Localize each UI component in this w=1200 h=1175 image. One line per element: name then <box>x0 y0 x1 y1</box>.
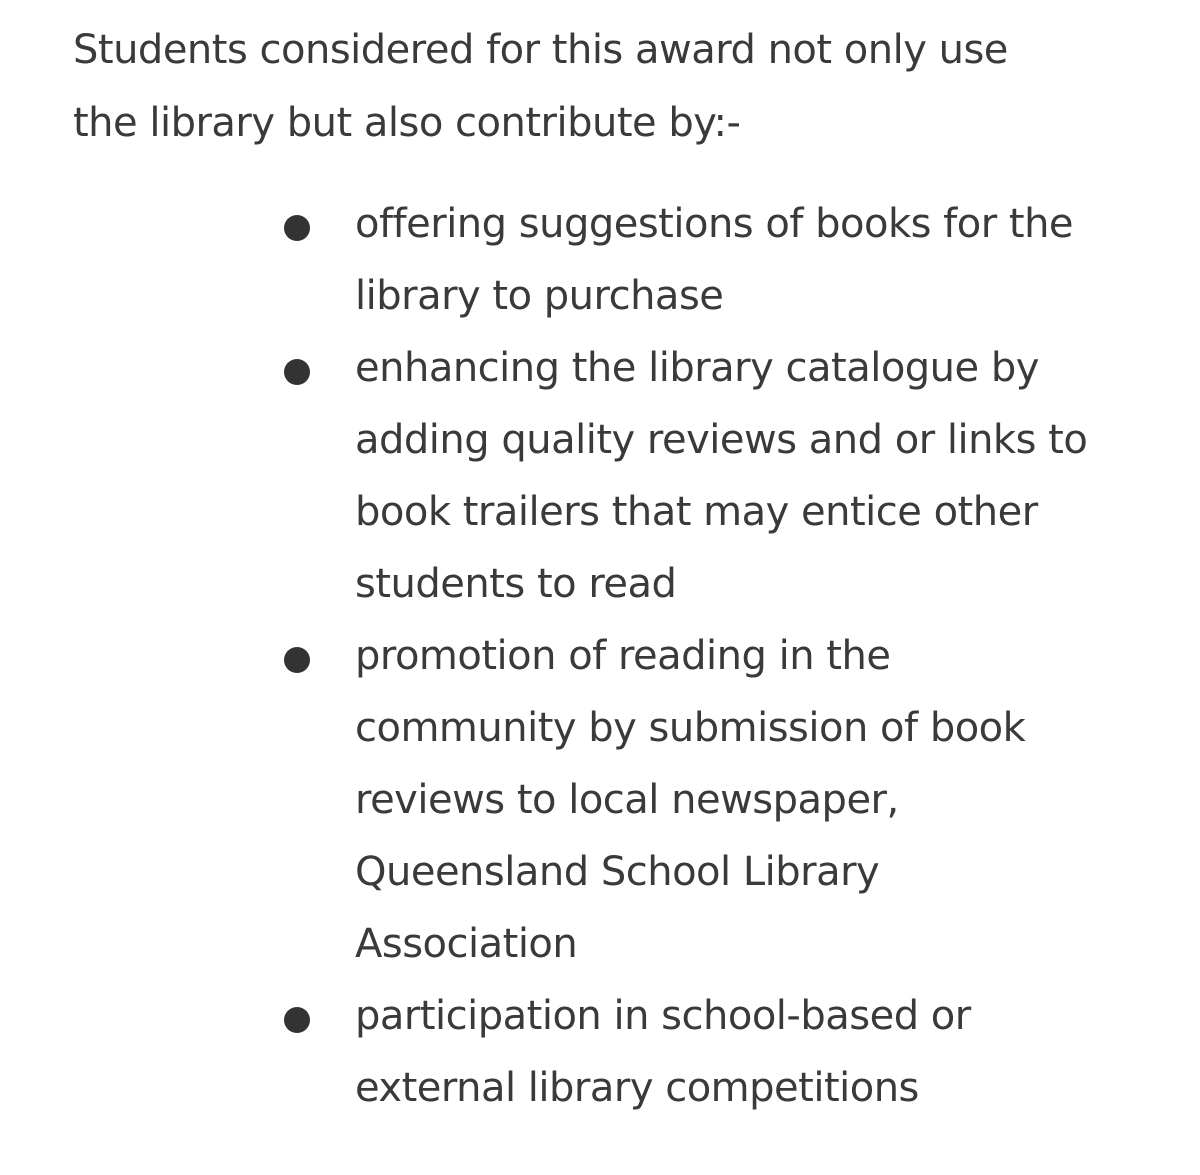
list-item-line: students to read <box>355 561 677 607</box>
list-item-text <box>355 332 1155 620</box>
list-item-line: community by submission of book <box>355 705 1026 751</box>
list-item <box>0 332 1200 620</box>
list-item-line: reviews to local newspaper, <box>355 777 899 823</box>
intro-line-2: the library but also contribute by:- <box>73 100 741 146</box>
bullet-dot-icon <box>284 647 310 673</box>
list-item-text <box>355 620 1155 980</box>
contribution-list <box>0 188 1200 1124</box>
list-item-line: Association <box>355 921 578 967</box>
list-item-line: book trailers that may entice other <box>355 489 1038 535</box>
list-item-line: adding quality reviews and or links to <box>355 417 1088 463</box>
list-item-line: promotion of reading in the <box>355 633 891 679</box>
list-item <box>0 188 1200 332</box>
bullet-dot-icon <box>284 359 310 385</box>
list-item <box>0 620 1200 980</box>
list-item-text <box>355 980 1155 1124</box>
bullet-dot-icon <box>284 215 310 241</box>
intro-line-1: Students considered for this award not only use <box>73 27 1008 73</box>
intro-paragraph <box>73 14 1153 160</box>
list-item-text <box>355 188 1155 332</box>
list-item-line: Queensland School Library <box>355 849 880 895</box>
list-item-line: enhancing the library catalogue by <box>355 345 1039 391</box>
list-item-line: participation in school-based or <box>355 993 971 1039</box>
list-item-line: library to purchase <box>355 273 724 319</box>
bullet-dot-icon <box>284 1007 310 1033</box>
list-item-line: offering suggestions of books for the <box>355 201 1074 247</box>
list-item-line: external library competitions <box>355 1065 919 1111</box>
list-item <box>0 980 1200 1124</box>
